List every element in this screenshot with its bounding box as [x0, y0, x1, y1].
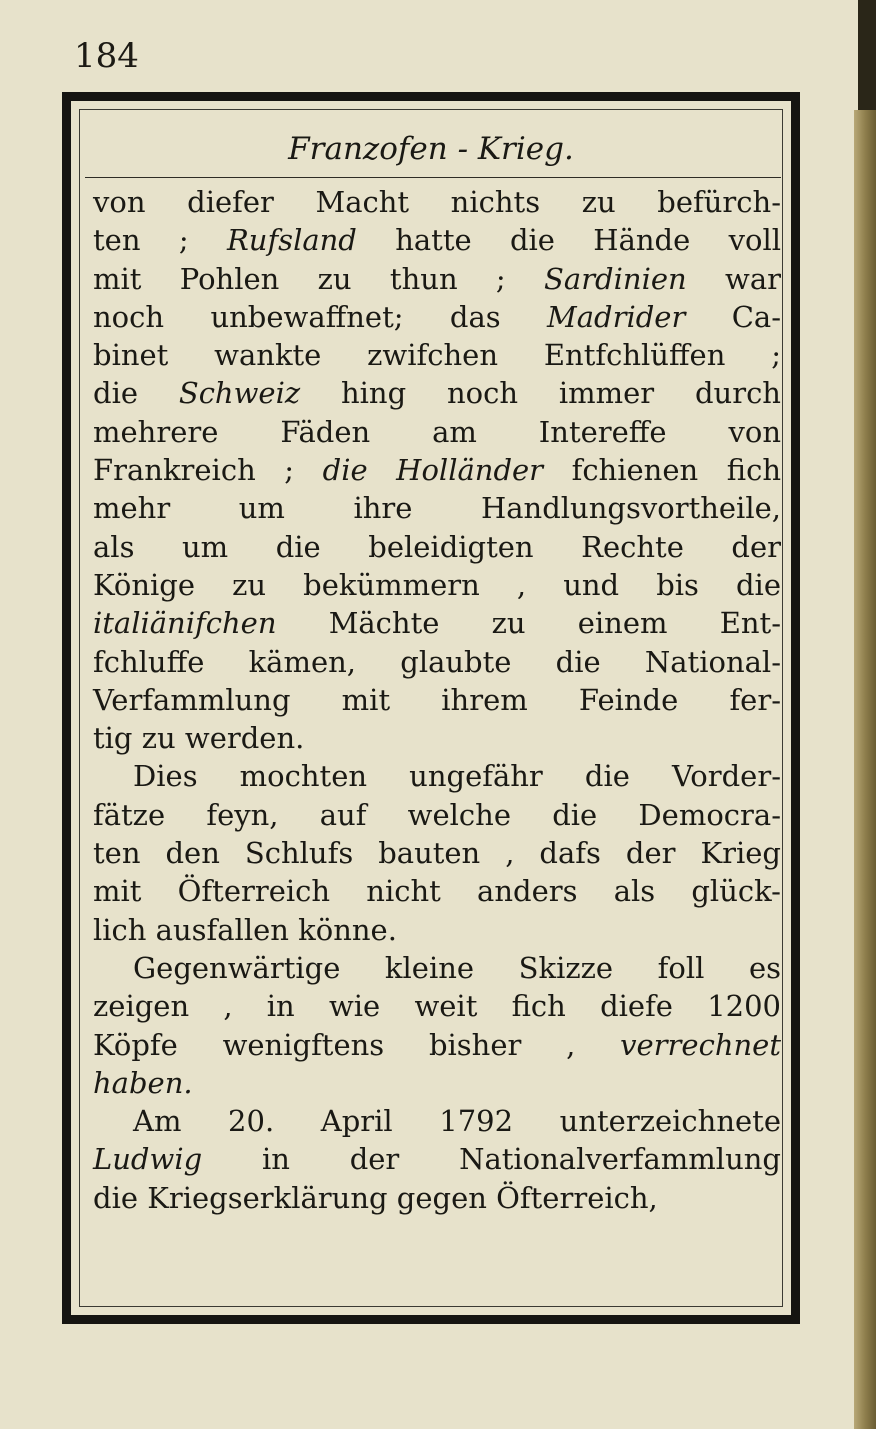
running-head: Franzofen - Krieg.: [288, 131, 574, 167]
text-line: [93, 336, 781, 374]
italic-run: italiänifchen: [93, 606, 277, 641]
text-run: Mächte zu einem Ent-: [276, 606, 781, 641]
text-line: [93, 298, 781, 336]
text-line: [93, 489, 781, 527]
text-run: mehrere Fäden am Intereffe von: [93, 414, 781, 449]
text-run: Frankreich ;: [93, 453, 323, 488]
text-run: war: [686, 261, 781, 296]
text-line: [93, 681, 781, 719]
text-run: als um die beleidigten Rechte der: [93, 529, 781, 564]
text-line: [93, 987, 781, 1025]
body-text: [93, 183, 781, 1217]
text-line: [93, 1179, 781, 1217]
book-spine-edge: [854, 110, 876, 1429]
text-line: [93, 757, 781, 795]
text-line: [93, 643, 781, 681]
italic-run: Rufsland: [226, 223, 357, 258]
text-run: noch unbewaffnet; das: [93, 299, 548, 334]
italic-run: die Holländer: [322, 453, 544, 488]
text-run: die Kriegserklärung gegen Öfterreich,: [93, 1180, 658, 1215]
text-run: Gegenwärtige kleine Skizze foll es: [133, 950, 781, 985]
text-line: [93, 796, 781, 834]
italic-run: verrechnet: [620, 1027, 781, 1062]
italic-run: haben.: [93, 1065, 193, 1100]
text-line: [93, 528, 781, 566]
text-line: [93, 1140, 781, 1178]
text-run: in der Nationalverfammlung: [202, 1142, 781, 1177]
text-line: [93, 221, 781, 259]
text-run: binet wankte zwifchen Entfchlüffen ;: [93, 338, 781, 373]
italic-run: Schweiz: [178, 376, 301, 411]
text-run: ten ;: [93, 223, 227, 258]
text-line: [93, 872, 781, 910]
text-run: Ca-: [685, 299, 781, 334]
text-run: Am 20. April 1792 unterzeichnete: [133, 1104, 781, 1139]
text-run: von diefer Macht nichts zu befürch-: [93, 185, 781, 219]
text-run: mit Pohlen zu thun ;: [93, 261, 545, 296]
text-line: [93, 451, 781, 489]
text-run: Verfammlung mit ihrem Feinde fer-: [93, 682, 781, 717]
text-run: mehr um ihre Handlungsvortheile,: [93, 491, 781, 526]
text-run: fchluffe kämen, glaubte die National-: [93, 644, 781, 679]
text-line: [93, 1026, 781, 1064]
text-run: ten den Schlufs bauten , dafs der Krieg: [93, 836, 781, 871]
text-run: fätze feyn, auf welche die Democra-: [93, 797, 781, 832]
text-run: hatte die Hände voll: [356, 223, 782, 258]
text-line: [93, 1064, 781, 1102]
text-run: Dies mochten ungefähr die Vorder-: [133, 759, 781, 794]
text-run: die: [93, 376, 179, 411]
text-run: hing noch immer durch: [300, 376, 781, 411]
text-run: Köpfe wenigftens bisher ,: [93, 1027, 621, 1062]
text-run: mit Öfterreich nicht anders als glück-: [93, 874, 781, 909]
text-run: Könige zu bekümmern , und bis die: [93, 567, 781, 602]
text-line: [93, 413, 781, 451]
text-line: [93, 260, 781, 298]
text-run: fchienen fich: [543, 453, 781, 488]
header-rule: [85, 177, 781, 178]
text-line: [93, 374, 781, 412]
italic-run: Ludwig: [93, 1142, 203, 1177]
text-frame: [62, 92, 800, 1324]
page-number: 184: [74, 36, 139, 76]
italic-run: Madrider: [547, 299, 686, 334]
text-line: [93, 1102, 781, 1140]
text-line: [93, 911, 781, 949]
text-line: [93, 719, 781, 757]
text-line: [93, 183, 781, 221]
text-line: [93, 949, 781, 987]
text-run: tig zu werden.: [93, 721, 305, 756]
text-line: [93, 604, 781, 642]
text-run: zeigen , in wie weit fich diefe 1200: [93, 989, 781, 1024]
text-run: lich ausfallen könne.: [93, 912, 397, 947]
italic-run: Sardinien: [544, 261, 687, 296]
text-line: [93, 566, 781, 604]
text-line: [93, 834, 781, 872]
